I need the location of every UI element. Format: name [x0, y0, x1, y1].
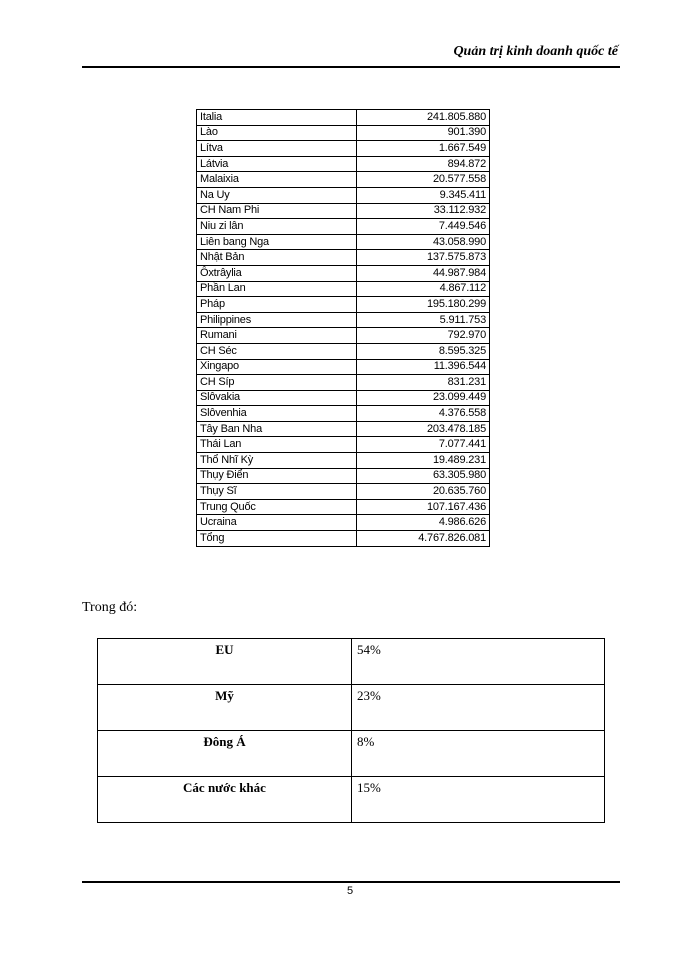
- table-row: [197, 453, 490, 469]
- country-value-cell: 137.575.873: [357, 250, 490, 266]
- country-value-cell: 4.376.558: [357, 406, 490, 422]
- country-value-cell: 7.077.441: [357, 437, 490, 453]
- country-value-cell: 4.767.826.081: [357, 531, 490, 547]
- country-value-cell: 1.667.549: [357, 141, 490, 157]
- country-value-cell: 20.577.558: [357, 172, 490, 188]
- country-value-cell: 20.635.760: [357, 484, 490, 500]
- country-name-cell: Thụy Điển: [197, 468, 357, 484]
- country-name-cell: Tổng: [197, 531, 357, 547]
- table-row: [197, 484, 490, 500]
- country-name-cell: Thụy Sĩ: [197, 484, 357, 500]
- region-percent-cell: 8%: [352, 731, 605, 777]
- table-row: [197, 234, 490, 250]
- country-value-cell: 901.390: [357, 125, 490, 141]
- country-name-cell: Malaixia: [197, 172, 357, 188]
- table-row: [197, 375, 490, 391]
- country-name-cell: Nhật Bản: [197, 250, 357, 266]
- intro-text: Trong đó:: [82, 600, 138, 615]
- table-row: [197, 281, 490, 297]
- country-value-cell: 8.595.325: [357, 343, 490, 359]
- table-row: [197, 390, 490, 406]
- country-name-cell: Thổ Nhĩ Kỳ: [197, 453, 357, 469]
- table-row: [197, 110, 490, 126]
- country-value-cell: 241.805.880: [357, 110, 490, 126]
- country-value-cell: 792.970: [357, 328, 490, 344]
- table-row: [197, 343, 490, 359]
- country-name-cell: Slôvakia: [197, 390, 357, 406]
- country-value-cell: 11.396.544: [357, 359, 490, 375]
- country-name-cell: Látvia: [197, 156, 357, 172]
- table-row: [197, 219, 490, 235]
- table-row: [197, 468, 490, 484]
- header-title: Quản trị kinh doanh quốc tế: [453, 44, 618, 59]
- country-value-cell: 107.167.436: [357, 499, 490, 515]
- table-row: [98, 777, 605, 823]
- country-value-cell: 23.099.449: [357, 390, 490, 406]
- region-percent-cell: 54%: [352, 639, 605, 685]
- country-name-cell: Pháp: [197, 297, 357, 313]
- country-name-cell: Lítva: [197, 141, 357, 157]
- country-value-cell: 203.478.185: [357, 421, 490, 437]
- country-name-cell: Thái Lan: [197, 437, 357, 453]
- table-row: [197, 437, 490, 453]
- table-row: [197, 499, 490, 515]
- footer-divider: [82, 881, 620, 883]
- region-share-table: [97, 638, 605, 823]
- table-row: [197, 328, 490, 344]
- country-name-cell: Lào: [197, 125, 357, 141]
- country-name-cell: Rumani: [197, 328, 357, 344]
- country-name-cell: Tây Ban Nha: [197, 421, 357, 437]
- table-row: [197, 531, 490, 547]
- region-percent-cell: 15%: [352, 777, 605, 823]
- country-value-cell: 9.345.411: [357, 187, 490, 203]
- region-name-cell: Mỹ: [98, 685, 352, 731]
- country-value-cell: 4.867.112: [357, 281, 490, 297]
- table-row: [197, 172, 490, 188]
- country-name-cell: Na Uy: [197, 187, 357, 203]
- table-row: [197, 250, 490, 266]
- country-name-cell: Italia: [197, 110, 357, 126]
- table-row: [197, 421, 490, 437]
- table-row: [197, 515, 490, 531]
- country-value-cell: 43.058.990: [357, 234, 490, 250]
- table-row: [197, 312, 490, 328]
- table-row: [197, 125, 490, 141]
- country-value-cell: 7.449.546: [357, 219, 490, 235]
- country-value-cell: 44.987.984: [357, 265, 490, 281]
- table-row: [98, 685, 605, 731]
- table-row: [197, 265, 490, 281]
- country-name-cell: Trung Quốc: [197, 499, 357, 515]
- country-name-cell: Ôxtrâylia: [197, 265, 357, 281]
- table-row: [197, 156, 490, 172]
- country-value-cell: 831.231: [357, 375, 490, 391]
- region-name-cell: Đông Á: [98, 731, 352, 777]
- table-row: [197, 297, 490, 313]
- country-name-cell: Ucraina: [197, 515, 357, 531]
- country-value-cell: 63.305.980: [357, 468, 490, 484]
- table-row: [197, 203, 490, 219]
- country-name-cell: Slôvenhia: [197, 406, 357, 422]
- country-name-cell: CH Síp: [197, 375, 357, 391]
- region-percent-cell: 23%: [352, 685, 605, 731]
- country-name-cell: CH Nam Phi: [197, 203, 357, 219]
- region-name-cell: EU: [98, 639, 352, 685]
- table-row: [197, 359, 490, 375]
- country-value-cell: 195.180.299: [357, 297, 490, 313]
- country-value-cell: 894.872: [357, 156, 490, 172]
- table-row: [98, 639, 605, 685]
- header-divider: [82, 66, 620, 68]
- table-row: [197, 187, 490, 203]
- region-name-cell: Các nước khác: [98, 777, 352, 823]
- country-value-cell: 33.112.932: [357, 203, 490, 219]
- country-name-cell: CH Séc: [197, 343, 357, 359]
- table-row: [98, 731, 605, 777]
- country-value-table: [196, 109, 490, 547]
- country-name-cell: Liên bang Nga: [197, 234, 357, 250]
- table-row: [197, 406, 490, 422]
- country-value-cell: 5.911.753: [357, 312, 490, 328]
- page-number: 5: [346, 885, 354, 897]
- country-value-cell: 19.489.231: [357, 453, 490, 469]
- country-name-cell: Niu zi lân: [197, 219, 357, 235]
- table-row: [197, 141, 490, 157]
- country-name-cell: Philippines: [197, 312, 357, 328]
- country-value-cell: 4.986.626: [357, 515, 490, 531]
- country-name-cell: Phần Lan: [197, 281, 357, 297]
- country-name-cell: Xingapo: [197, 359, 357, 375]
